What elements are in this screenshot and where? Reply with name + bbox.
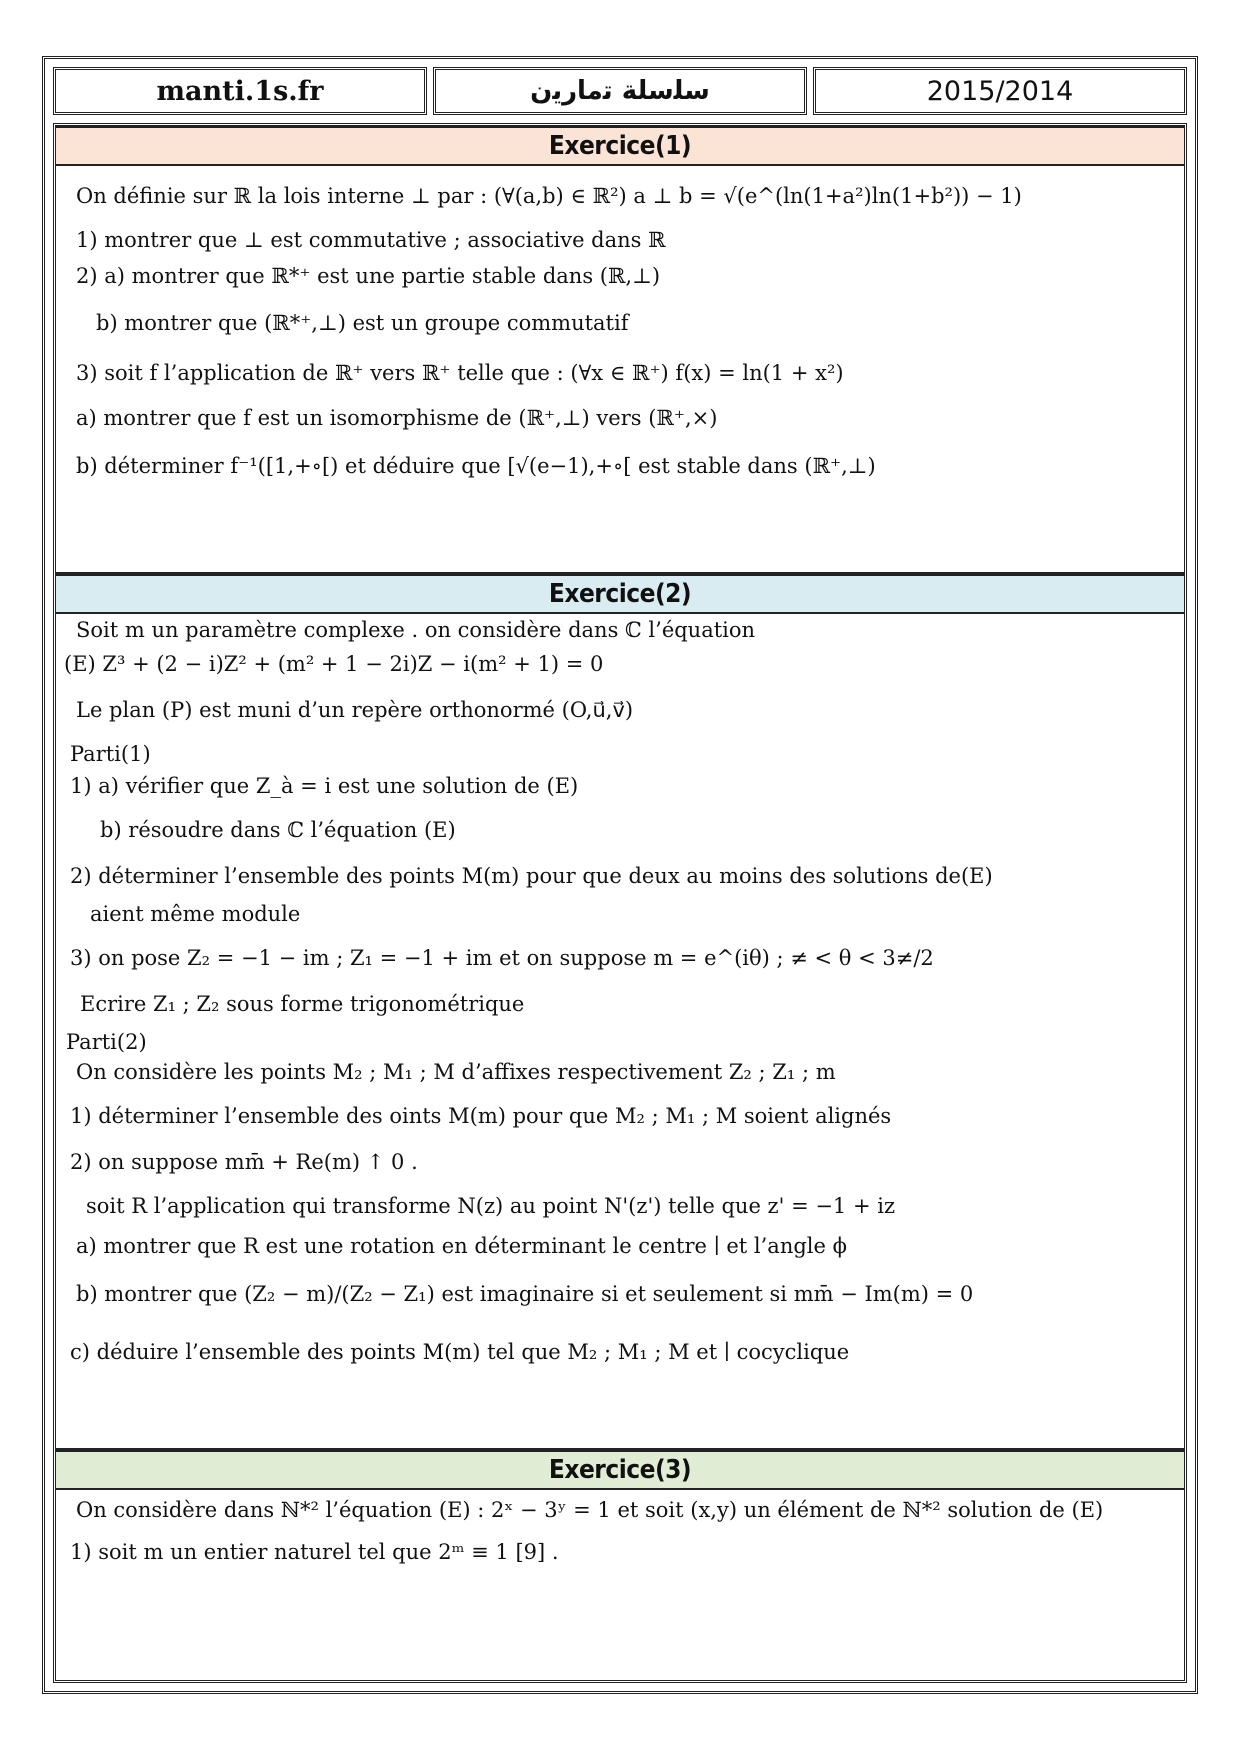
exercise-3-title: Exercice(3) <box>56 1450 1184 1490</box>
ex3-line-2: 1) soit m un entier naturel tel que 2ᵐ ≡ 1 [9] . <box>70 1540 559 1564</box>
ex2-line-3: Le plan (P) est muni d’un repère orthonormé (O,u⃗,v⃗) <box>76 698 634 722</box>
ex2-line-5: 1) a) vérifier que Z_à = i est une solution de (E) <box>70 774 579 798</box>
ex1-line-3: 2) a) montrer que ℝ*⁺ est une partie stable dans (ℝ,⊥) <box>76 264 661 288</box>
ex2-line-17: b) montrer que (Z₂ − m)/(Z₂ − Z₁) est imaginaire si et seulement si mm̄ − Im(m) = 0 <box>76 1282 974 1306</box>
exercise-1-body <box>56 166 1184 568</box>
ex2-line-12: On considère les points M₂ ; M₁ ; M d’affixes respectivement Z₂ ; Z₁ ; m <box>76 1060 836 1084</box>
ex2-line-4: Parti(1) <box>70 742 151 766</box>
ex2-line-1: Soit m un paramètre complexe . on considère dans ℂ l’équation <box>76 618 756 642</box>
site-name: manti.1s.fr <box>53 67 427 115</box>
exercise-2-title: Exercice(2) <box>56 574 1184 614</box>
ex2-line-14: 2) on suppose mm̄ + Re(m) ↑ 0 . <box>70 1150 418 1174</box>
exercise-3-body <box>56 1490 1184 1640</box>
ex2-line-7: 2) déterminer l’ensemble des points M(m) pour que deux au moins des solutions de(E) <box>70 864 993 888</box>
exercise-sheet <box>53 123 1187 1683</box>
ex1-line-2: 1) montrer que ⊥ est commutative ; associative dans ℝ <box>76 228 666 252</box>
school-year: 2015/2014 <box>813 67 1187 115</box>
page-frame <box>42 56 1198 1694</box>
ex1-line-1: On définie sur ℝ la lois interne ⊥ par : (∀(a,b) ∈ ℝ²) a ⊥ b = √(e^(ln(1+a²)ln(1+b²)) − 1) <box>76 184 1022 208</box>
exercise-1-title: Exercice(1) <box>56 126 1184 166</box>
ex2-line-8: aient même module <box>90 902 301 926</box>
ex1-line-5: 3) soit f l’application de ℝ⁺ vers ℝ⁺ telle que : (∀x ∈ ℝ⁺) f(x) = ln(1 + x²) <box>76 361 844 385</box>
ex2-line-16: a) montrer que R est une rotation en déterminant le centre ∣ et l’angle ϕ <box>76 1234 847 1258</box>
exercise-2-body <box>56 614 1184 1444</box>
ex1-line-6: a) montrer que f est un isomorphisme de (ℝ⁺,⊥) vers (ℝ⁺,×) <box>76 406 718 430</box>
ex2-line-15: soit R l’application qui transforme N(z) au point N'(z') telle que z' = −1 + iz <box>86 1194 896 1218</box>
ex3-line-1: On considère dans ℕ*² l’équation (E) : 2ˣ − 3ʸ = 1 et soit (x,y) un élément de ℕ*² solution de (E) <box>76 1498 1104 1522</box>
ex2-line-18: c) déduire l’ensemble des points M(m) tel que M₂ ; M₁ ; M et ∣ cocyclique <box>70 1340 850 1364</box>
ex2-line-6: b) résoudre dans ℂ l’équation (E) <box>100 818 456 842</box>
ex1-line-7: b) déterminer f⁻¹([1,+∘[) et déduire que [√(e−1),+∘[ est stable dans (ℝ⁺,⊥) <box>76 454 876 478</box>
header-row <box>53 67 1187 115</box>
ex2-line-9: 3) on pose Z₂ = −1 − im ; Z₁ = −1 + im et on suppose m = e^(iθ) ; ≠ < θ < 3≠/2 <box>70 946 934 970</box>
ex2-line-2: (E) Z³ + (2 − i)Z² + (m² + 1 − 2i)Z − i(m² + 1) = 0 <box>64 652 604 676</box>
ex1-line-4: b) montrer que (ℝ*⁺,⊥) est un groupe commutatif <box>96 311 629 335</box>
ex2-line-10: Ecrire Z₁ ; Z₂ sous forme trigonométrique <box>80 992 525 1016</box>
ex2-line-11: Parti(2) <box>66 1030 147 1054</box>
ex2-line-13: 1) déterminer l’ensemble des oints M(m) pour que M₂ ; M₁ ; M soient alignés <box>70 1104 892 1128</box>
title-art: ﺳﻠﺳﻠﺔ ﺗﻣﺎﺭﻳﻥ <box>433 67 807 115</box>
